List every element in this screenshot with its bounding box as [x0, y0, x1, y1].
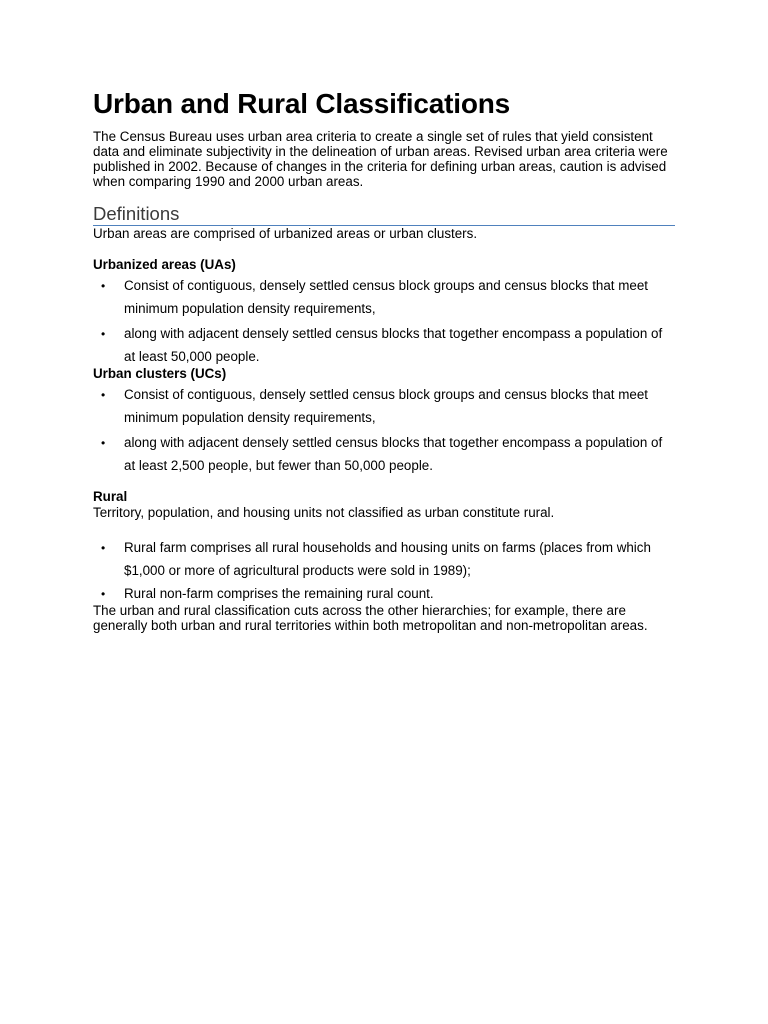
bullet-icon: • [101, 388, 106, 402]
urban-clusters-list [93, 384, 675, 477]
urban-clusters-heading: Urban clusters (UCs) [93, 366, 227, 381]
intro-paragraph: The Census Bureau uses urban area criteria to create a single set of rules that yield consistent data and eliminate subjectivity in the delineation of urban areas. Revised urban area criteria were published in 2002. Because of changes in the criteria for defining urban areas, caution is advised when comparing 1990 and 2000 urban areas. [93, 129, 668, 189]
urbanized-areas-list [93, 275, 675, 368]
list-item [93, 537, 675, 582]
bullet-icon: • [101, 541, 106, 555]
bullet-icon: • [101, 327, 106, 341]
bullet-icon: • [101, 436, 106, 450]
list-item [93, 323, 675, 368]
list-item-text: along with adjacent densely settled census blocks that together encompass a population of at least 50,000 people. [124, 326, 663, 364]
list-item-text: along with adjacent densely settled census blocks that together encompass a population of at least 2,500 people, but fewer than 50,000 people. [124, 435, 663, 473]
list-item [93, 432, 675, 477]
rural-heading: Rural [93, 489, 128, 504]
list-item-text: Rural farm comprises all rural households and housing units on farms (places from which $1,000 or more of agricultural products were sold in 1989); [124, 540, 651, 578]
list-item [93, 585, 675, 603]
list-item [93, 384, 675, 429]
rural-list [93, 537, 675, 603]
urbanized-areas-heading: Urbanized areas (UAs) [93, 257, 236, 272]
rural-text: Territory, population, and housing units not classified as urban constitute rural. [93, 505, 555, 520]
definitions-text: Urban areas are comprised of urbanized areas or urban clusters. [93, 226, 478, 241]
closing-paragraph: The urban and rural classification cuts across the other hierarchies; for example, there are generally both urban and rural territories within both metropolitan and non-metropolitan areas. [93, 603, 648, 633]
list-item-text: Consist of contiguous, densely settled census block groups and census blocks that meet minimum population density requirements, [124, 387, 649, 425]
bullet-icon: • [101, 587, 106, 601]
document-page [93, 86, 675, 633]
definitions-heading: Definitions [93, 203, 675, 226]
bullet-icon: • [101, 279, 106, 293]
page-title: Urban and Rural Classifications [93, 88, 511, 119]
list-item-text: Consist of contiguous, densely settled census block groups and census blocks that meet minimum population density requirements, [124, 278, 649, 316]
list-item-text: Rural non-farm comprises the remaining rural count. [124, 586, 434, 601]
list-item [93, 275, 675, 320]
